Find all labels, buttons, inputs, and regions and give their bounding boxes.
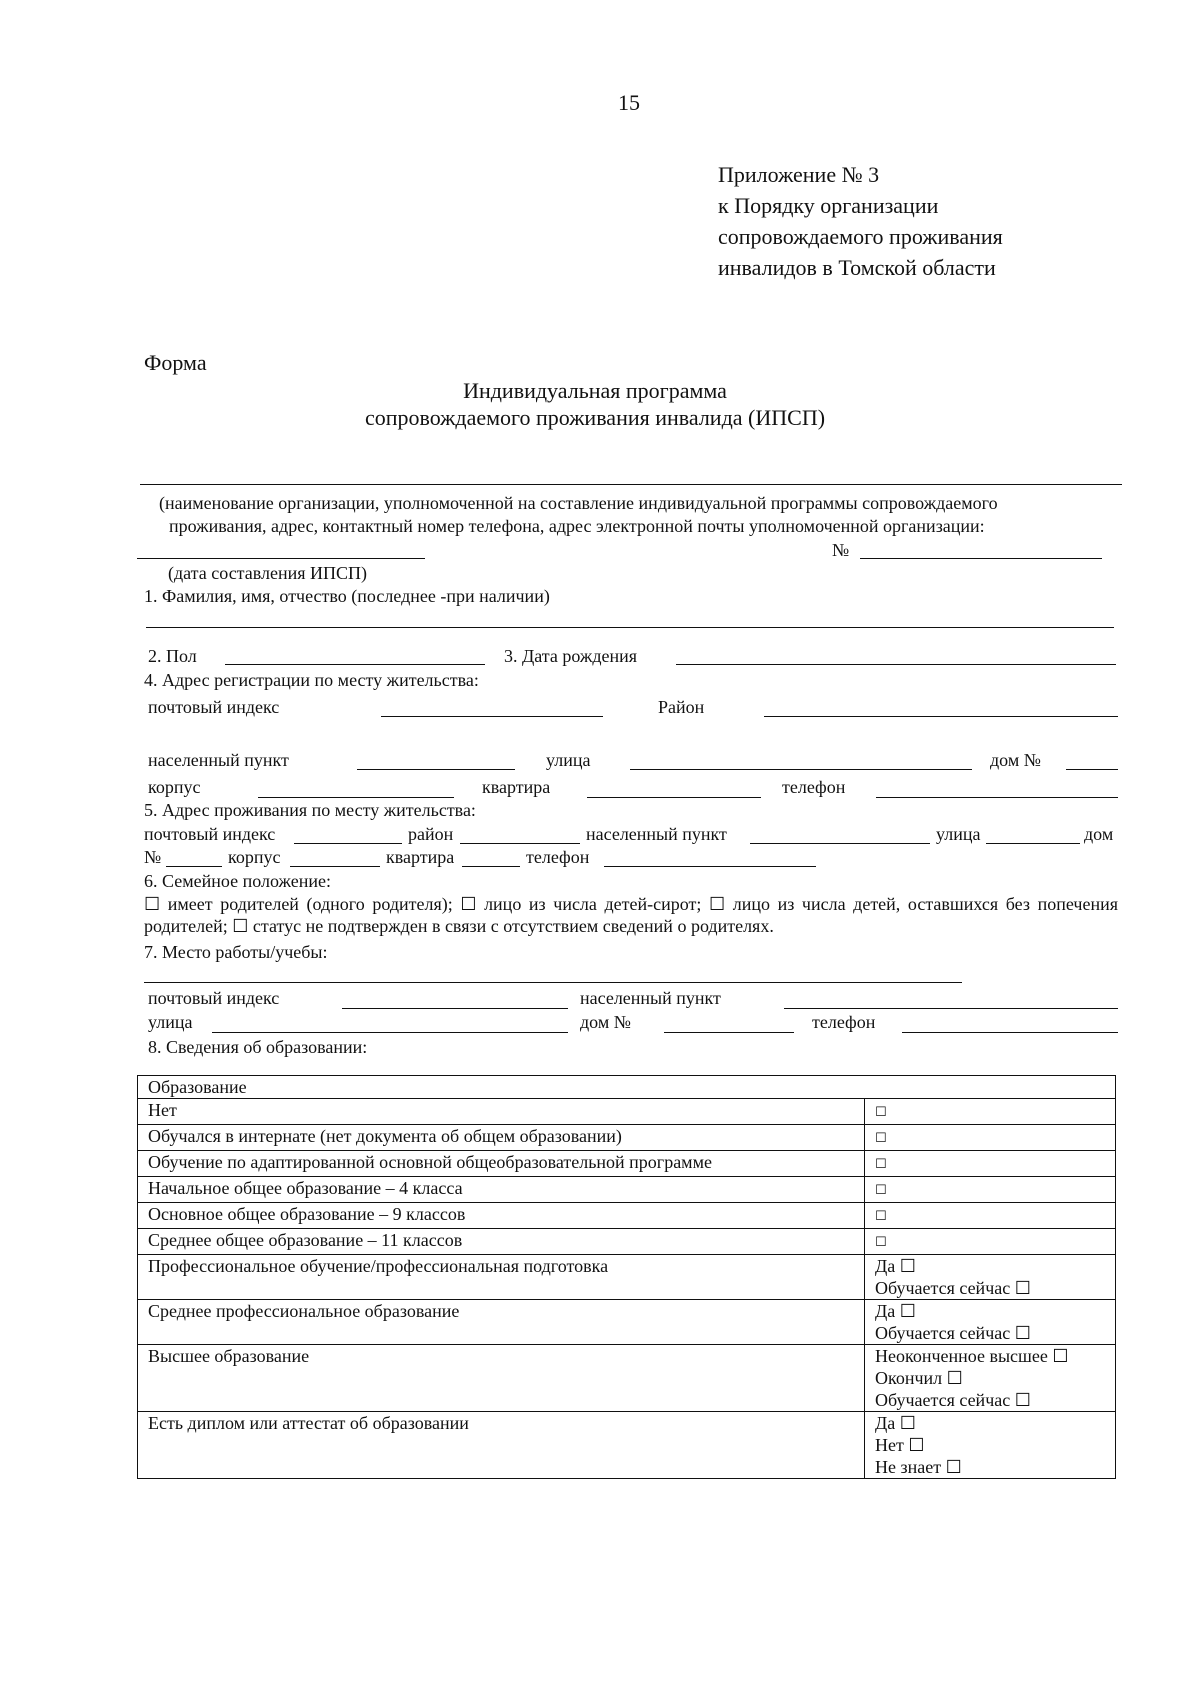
full-name-field[interactable] [146, 627, 1114, 628]
work-phone-field[interactable] [902, 1032, 1118, 1033]
row-label: Профессиональное обучение/профессиональная подготовка [138, 1255, 865, 1300]
field-4-label: 4. Адрес регистрации по месту жительства: [144, 670, 479, 690]
res-num-label: № [144, 847, 162, 867]
res-apartment-label: квартира [386, 847, 455, 867]
option-incomplete-higher[interactable]: Неоконченное высшее ☐ [875, 1346, 1069, 1366]
page-number: 15 [618, 90, 640, 115]
work-house-field[interactable] [664, 1032, 794, 1033]
appendix-line-2: к Порядку организации [718, 193, 939, 218]
res-postal-field[interactable] [294, 843, 402, 844]
table-row [138, 1151, 1116, 1177]
title-line-2: сопровождаемого проживания инвалида (ИПСП) [364, 405, 826, 430]
row-label: Начальное общее образование – 4 класса [138, 1177, 865, 1203]
row-label: Высшее образование [138, 1345, 865, 1412]
row-label: Среднее общее образование – 11 классов [138, 1229, 865, 1255]
field-8-label: 8. Сведения об образовании: [148, 1037, 368, 1057]
option-studying-now[interactable]: Обучается сейчас ☐ [875, 1278, 1031, 1298]
row-options[interactable] [865, 1300, 1116, 1345]
org-note-line-1: (наименование организации, уполномоченной на составление индивидуальной программы сопровождаемого [159, 493, 998, 513]
birth-date-field[interactable] [676, 664, 1116, 665]
res-building-label: корпус [228, 847, 281, 867]
res-phone-label: телефон [526, 847, 590, 867]
row-label: Есть диплом или аттестат об образовании [138, 1412, 865, 1479]
reg-house-field[interactable] [1066, 769, 1118, 770]
appendix-line-1: Приложение № 3 [718, 162, 880, 187]
row-options[interactable] [865, 1412, 1116, 1479]
row-label: Среднее профессиональное образование [138, 1300, 865, 1345]
res-street-field[interactable] [986, 843, 1080, 844]
checkbox[interactable]: ☐ [875, 1157, 887, 1172]
field-7-label: 7. Место работы/учебы: [144, 942, 328, 962]
date-note: (дата составления ИПСП) [168, 563, 368, 583]
table-header-row [138, 1076, 1116, 1099]
table-row [138, 1300, 1116, 1345]
row-label: Основное общее образование – 9 классов [138, 1203, 865, 1229]
work-phone-label: телефон [812, 1012, 876, 1032]
row-options[interactable] [865, 1177, 1116, 1203]
work-locality-field[interactable] [784, 1008, 1118, 1009]
table-row [138, 1229, 1116, 1255]
row-options[interactable] [865, 1229, 1116, 1255]
option-yes[interactable]: Да ☐ [875, 1256, 916, 1276]
form-label: Форма [144, 350, 207, 375]
reg-phone-field[interactable] [876, 797, 1118, 798]
row-label: Обучение по адаптированной основной общеобразовательной программе [138, 1151, 865, 1177]
table-row [138, 1412, 1116, 1479]
table-row [138, 1203, 1116, 1229]
table-row [138, 1345, 1116, 1412]
field-5-label: 5. Адрес проживания по месту жительства: [144, 800, 476, 820]
sex-field[interactable] [225, 664, 485, 665]
number-sign: № [832, 540, 850, 560]
checkbox[interactable]: ☐ [875, 1209, 887, 1224]
res-apartment-field[interactable] [462, 866, 520, 867]
reg-postal-field[interactable] [381, 716, 603, 717]
option-no[interactable]: Нет ☐ [875, 1435, 925, 1455]
checkbox[interactable]: ☐ [875, 1105, 887, 1120]
res-locality-field[interactable] [750, 843, 930, 844]
option-studying-now[interactable]: Обучается сейчас ☐ [875, 1390, 1031, 1410]
work-locality-label: населенный пункт [580, 988, 721, 1008]
row-options[interactable] [865, 1345, 1116, 1412]
reg-district-field[interactable] [764, 716, 1118, 717]
org-note-line-2: проживания, адрес, контактный номер телефона, адрес электронной почты уполномоченной организации: [169, 516, 985, 536]
table-row [138, 1099, 1116, 1125]
work-street-label: улица [148, 1012, 193, 1032]
option-unknown[interactable]: Не знает ☐ [875, 1457, 962, 1477]
row-options[interactable] [865, 1203, 1116, 1229]
reg-building-label: корпус [148, 777, 201, 797]
work-house-label: дом № [580, 1012, 631, 1032]
table-row [138, 1255, 1116, 1300]
checkbox[interactable]: ☐ [875, 1131, 887, 1146]
field-6-label: 6. Семейное положение: [144, 871, 331, 891]
res-postal-label: почтовый индекс [144, 824, 276, 844]
res-locality-label: населенный пункт [586, 824, 727, 844]
work-postal-label: почтовый индекс [148, 988, 280, 1008]
reg-district-label: Район [658, 697, 705, 717]
option-yes[interactable]: Да ☐ [875, 1413, 916, 1433]
reg-house-label: дом № [990, 750, 1041, 770]
reg-phone-label: телефон [782, 777, 846, 797]
org-name-line[interactable] [140, 484, 1122, 485]
field-2-label: 2. Пол [148, 646, 197, 666]
reg-locality-label: населенный пункт [148, 750, 289, 770]
appendix-line-3: сопровождаемого проживания [718, 224, 1003, 249]
res-house-label: дом [1084, 824, 1114, 844]
reg-street-label: улица [546, 750, 591, 770]
education-table [137, 1075, 1116, 1479]
table-header: Образование [138, 1076, 1116, 1099]
reg-apartment-label: квартира [482, 777, 551, 797]
field-1-label: 1. Фамилия, имя, отчество (последнее -при наличии) [144, 586, 550, 606]
option-yes[interactable]: Да ☐ [875, 1301, 916, 1321]
row-options[interactable] [865, 1099, 1116, 1125]
work-postal-field[interactable] [342, 1008, 568, 1009]
org-number-field[interactable] [860, 558, 1102, 559]
field-3-label: 3. Дата рождения [504, 646, 638, 666]
appendix-line-4: инвалидов в Томской области [718, 255, 996, 280]
res-street-label: улица [936, 824, 981, 844]
family-status-options[interactable]: ☐ имеет родителей (одного родителя); ☐ лицо из числа детей-сирот; ☐ лицо из числа детей, оставшихся без попечения родителей; ☐ статус не подтвержден в связи с отсутствием сведений о родителях. [144, 894, 1118, 936]
res-district-label: район [408, 824, 454, 844]
checkbox[interactable]: ☐ [875, 1235, 887, 1250]
reg-building-field[interactable] [258, 797, 454, 798]
table-row [138, 1125, 1116, 1151]
work-place-field[interactable] [144, 982, 962, 983]
date-field[interactable] [137, 558, 425, 559]
row-options[interactable] [865, 1151, 1116, 1177]
title-line-1: Индивидуальная программа [463, 378, 727, 403]
checkbox[interactable]: ☐ [875, 1183, 887, 1198]
res-building-field[interactable] [290, 866, 380, 867]
reg-locality-field[interactable] [357, 769, 515, 770]
option-studying-now[interactable]: Обучается сейчас ☐ [875, 1323, 1031, 1343]
table-row [138, 1177, 1116, 1203]
res-house-field[interactable] [166, 866, 222, 867]
row-options[interactable] [865, 1125, 1116, 1151]
reg-postal-label: почтовый индекс [148, 697, 280, 717]
option-graduated[interactable]: Окончил ☐ [875, 1368, 963, 1388]
res-phone-field[interactable] [604, 866, 816, 867]
row-options[interactable] [865, 1255, 1116, 1300]
reg-street-field[interactable] [630, 769, 972, 770]
res-district-field[interactable] [460, 843, 580, 844]
work-street-field[interactable] [212, 1032, 568, 1033]
row-label: Обучался в интернате (нет документа об общем образовании) [138, 1125, 865, 1151]
reg-apartment-field[interactable] [587, 797, 761, 798]
row-label: Нет [138, 1099, 865, 1125]
